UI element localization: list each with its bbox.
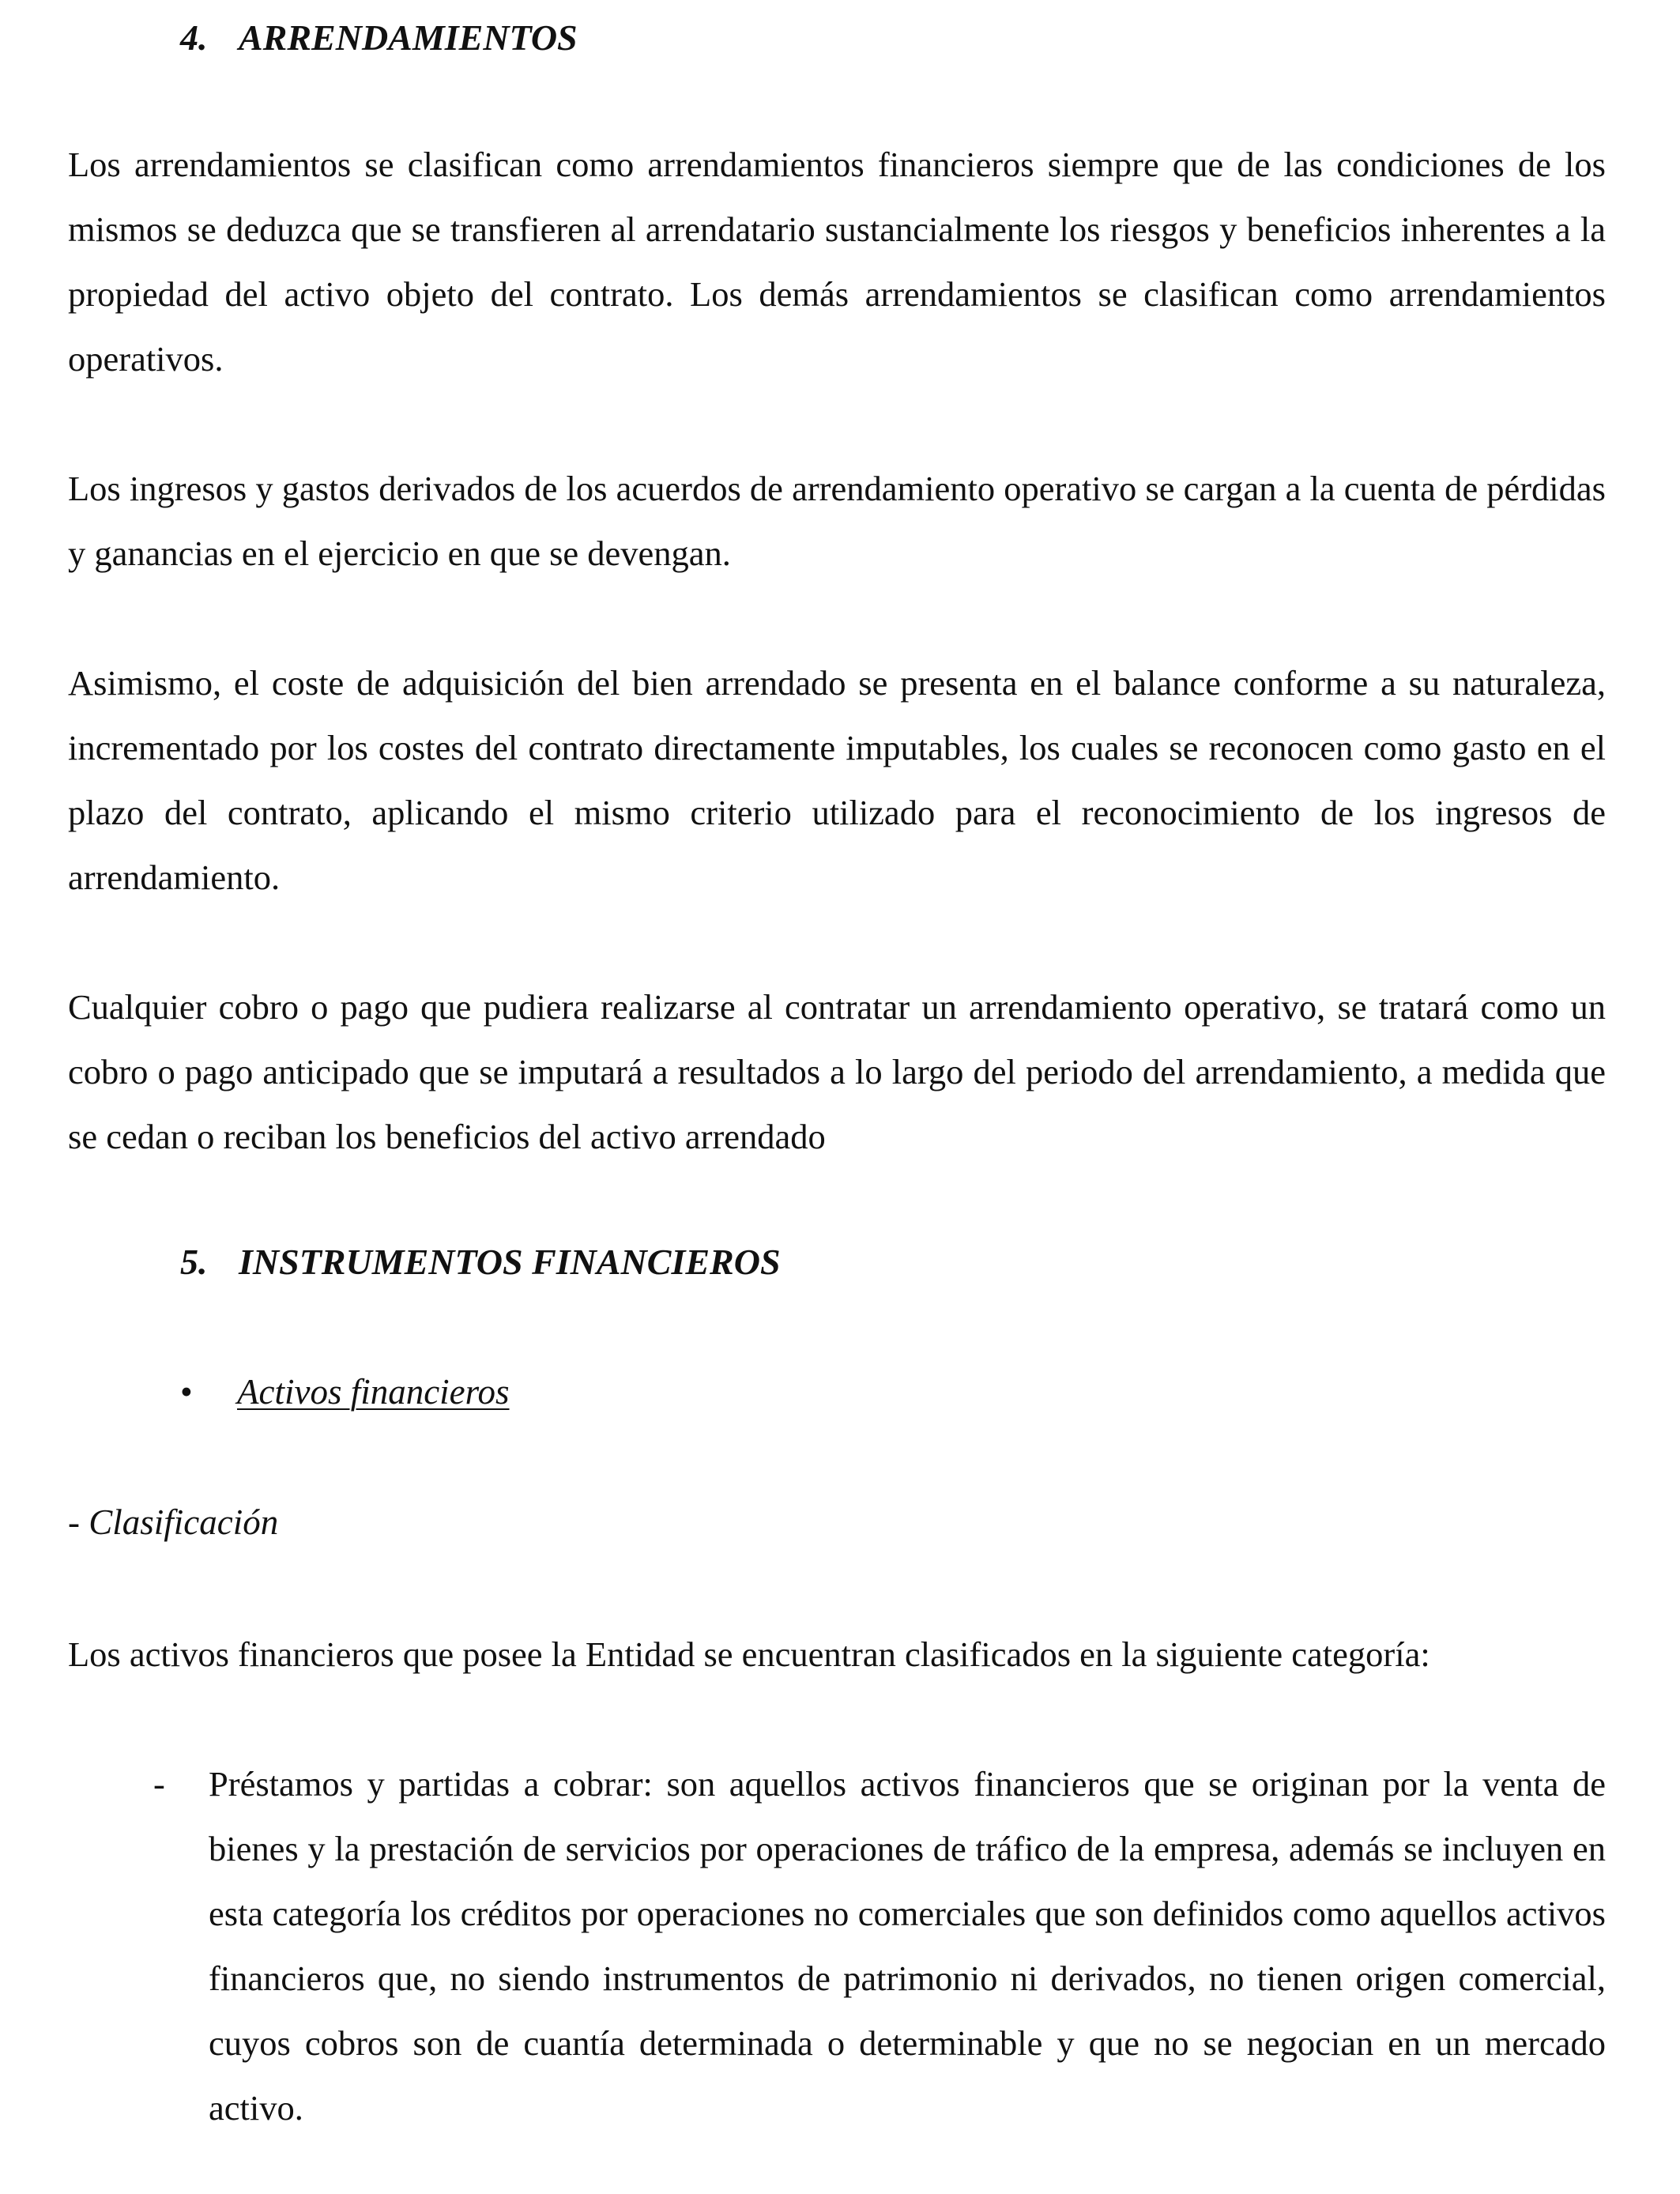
section-4-number: 4.: [180, 17, 208, 58]
section-4-heading: [180, 14, 578, 62]
subheading-text: Clasificación: [89, 1502, 279, 1542]
intro-paragraph: Los activos financieros que posee la Entidad se encuentran clasificados en la siguiente categoría:: [68, 1634, 1430, 1674]
bullet-activos-financieros: [180, 1368, 510, 1416]
bullet-icon: •: [180, 1372, 193, 1412]
list-item-text: Préstamos y partidas a cobrar: son aquellos activos financieros que se originan por la venta de bienes y la prestación de servicios por operaciones de tráfico de la empresa, además se incluyen en esta categoría los créditos por operaciones no comerciales que son definidos como aquellos activos financieros que, no siendo instrumentos de patrimonio ni derivados, no tienen origen comercial, cuyos cobros son de cuantía determinada o determinable y que no se negocian en un mercado activo.: [209, 1764, 1606, 2128]
subheading-clasificacion: [68, 1498, 278, 1546]
list-dash-icon: -: [153, 1764, 165, 1804]
paragraph-3: Asimismo, el coste de adquisición del bien arrendado se presenta en el balance conforme a su naturaleza, incrementado por los costes del contrato directamente imputables, los cuales se reconocen como gasto en el plazo del contrato, aplicando el mismo criterio utilizado para el reconocimiento de los ingresos de arrendamiento.: [68, 663, 1606, 897]
section-4-title: ARRENDAMIENTOS: [239, 17, 578, 58]
section-5-heading: [180, 1238, 781, 1286]
paragraph-4: Cualquier cobro o pago que pudiera realizarse al contratar un arrendamiento operativo, se tratará como un cobro o pago anticipado que se imputará a resultados a lo largo del periodo del arrendamiento, a medida que se cedan o reciban los beneficios del activo arrendado: [68, 987, 1606, 1156]
paragraph-2: Los ingresos y gastos derivados de los acuerdos de arrendamiento operativo se cargan a la cuenta de pérdidas y ganancias en el ejercicio en que se devengan.: [68, 469, 1606, 573]
bullet-label: Activos financieros: [237, 1372, 510, 1412]
section-5-number: 5.: [180, 1242, 208, 1282]
paragraph-1: Los arrendamientos se clasifican como arrendamientos financieros siempre que de las condiciones de los mismos se deduzca que se transfieren al arrendatario sustancialmente los riesgos y beneficios inherentes a la propiedad del activo objeto del contrato. Los demás arrendamientos se clasifican como arrendamientos operativos.: [68, 145, 1606, 379]
section-5-title: INSTRUMENTOS FINANCIEROS: [239, 1242, 781, 1282]
subheading-dash: -: [68, 1502, 89, 1542]
